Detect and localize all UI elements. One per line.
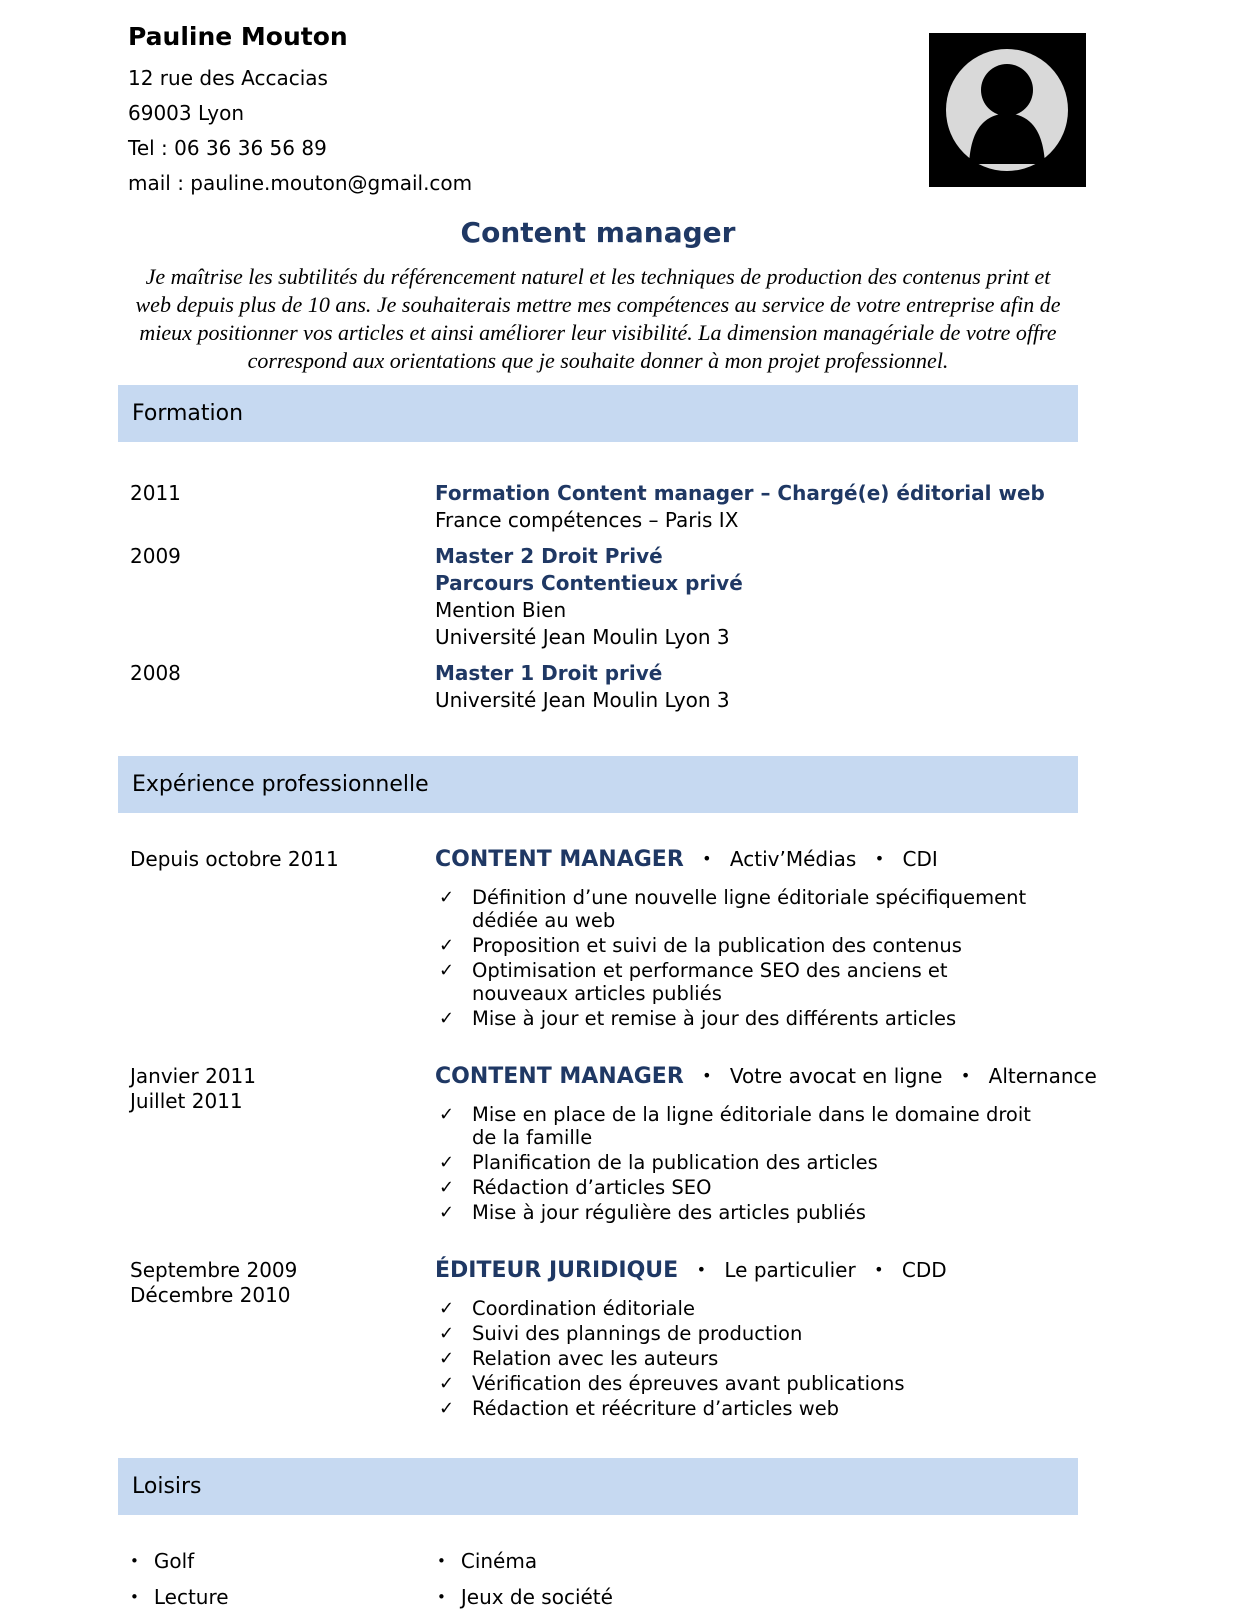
experience-date: Septembre 2009 [130, 1258, 298, 1282]
task-item [435, 1297, 1078, 1320]
checkmark-icon: ✓ [439, 1177, 455, 1198]
task-item [435, 1151, 1097, 1174]
contract-type: CDI [902, 847, 938, 871]
candidate-name: Pauline Mouton [128, 22, 348, 51]
experience-dates [118, 1258, 435, 1422]
checkmark-icon: ✓ [439, 1104, 455, 1125]
cv-content [118, 0, 1097, 1619]
task-item [435, 1322, 1078, 1345]
formation-detail: Université Jean Moulin Lyon 3 [435, 625, 730, 649]
formation-lines [435, 543, 1078, 651]
address-line-1: 12 rue des Accacias [128, 66, 328, 90]
task-item [435, 1201, 1097, 1224]
task-item [435, 1176, 1097, 1199]
experience-dates [118, 847, 435, 1032]
email-line: mail : pauline.mouton@gmail.com [128, 171, 473, 195]
task-item [435, 959, 1078, 1005]
formation-lines [435, 480, 1078, 534]
hobby-text: Cinéma [460, 1549, 538, 1573]
formation-title: Parcours Contentieux privé [435, 571, 743, 595]
hobby-text: Lecture [153, 1585, 229, 1609]
formation-entry [118, 543, 1078, 651]
job-role: CONTENT MANAGER [435, 847, 684, 872]
experience-entry [118, 1258, 1078, 1422]
task-text: Mise à jour et remise à jour des différents articles [472, 1007, 957, 1030]
job-role: CONTENT MANAGER [435, 1064, 684, 1089]
experience-body [435, 847, 1078, 1032]
section-header-formation: Formation [118, 385, 1078, 442]
bullet-icon: • [130, 1588, 139, 1606]
task-text: Proposition et suivi de la publication des contenus [472, 934, 962, 957]
bullet-icon: • [437, 1588, 446, 1606]
photo-placeholder [929, 33, 1086, 187]
formation-title: Master 1 Droit privé [435, 661, 663, 685]
formation-title: Formation Content manager – Chargé(e) éditorial web [435, 481, 1045, 505]
loisirs-list [118, 1547, 1078, 1619]
checkmark-icon: ✓ [439, 1373, 455, 1394]
hobby-item [437, 1583, 613, 1613]
formation-date: 2011 [130, 481, 181, 505]
task-text: Optimisation et performance SEO des anciens et nouveaux articles publiés [472, 959, 948, 1005]
loisirs-column-1 [118, 1547, 437, 1619]
experience-body [435, 1258, 1078, 1422]
hobby-item [437, 1547, 613, 1577]
bullet-separator-icon: • [702, 849, 712, 868]
bullet-separator-icon: • [874, 1260, 884, 1279]
section-header-loisirs: Loisirs [118, 1458, 1078, 1515]
task-text: Mise en place de la ligne éditoriale dans le domaine droit de la famille [472, 1103, 1031, 1149]
bullet-separator-icon: • [960, 1066, 971, 1085]
bullet-icon: • [437, 1552, 446, 1570]
company-name: Le particulier [724, 1258, 856, 1282]
task-text: Planification de la publication des articles [472, 1151, 878, 1174]
experience-title-line [435, 1064, 1097, 1090]
experience-date: Janvier 2011 [130, 1064, 257, 1088]
task-text: Mise à jour régulière des articles publiés [472, 1201, 866, 1224]
contract-type: Alternance [988, 1064, 1097, 1088]
formation-detail: Université Jean Moulin Lyon 3 [435, 688, 730, 712]
task-text: Rédaction et réécriture d’articles web [472, 1397, 840, 1420]
page-title: Content manager [460, 216, 736, 249]
task-text: Coordination éditoriale [472, 1297, 695, 1320]
header [118, 0, 1078, 201]
task-text: Rédaction d’articles SEO [472, 1176, 712, 1199]
task-text: Suivi des plannings de production [472, 1322, 803, 1345]
hobby-text: Jeux de société [460, 1585, 613, 1609]
task-text: Définition d’une nouvelle ligne éditoriale spécifiquement dédiée au web [472, 886, 1027, 932]
formation-lines [435, 660, 1078, 714]
task-item [435, 1397, 1078, 1420]
section-header-experience: Expérience professionnelle [118, 756, 1078, 813]
bullet-separator-icon: • [874, 849, 885, 868]
formation-date: 2008 [130, 661, 181, 685]
task-text: Relation avec les auteurs [472, 1347, 719, 1370]
checkmark-icon: ✓ [439, 1323, 455, 1344]
bullet-separator-icon: • [702, 1066, 712, 1085]
hobby-text: Golf [153, 1549, 195, 1573]
formation-list [118, 480, 1078, 714]
task-item [435, 1007, 1078, 1030]
formation-detail: Mention Bien [435, 598, 567, 622]
task-item [435, 886, 1078, 932]
task-list [435, 886, 1078, 1030]
bullet-icon: • [130, 1552, 139, 1570]
formation-entry [118, 480, 1078, 534]
company-name: Activ’Médias [729, 847, 857, 871]
task-list [435, 1103, 1097, 1224]
experience-entry [118, 847, 1078, 1032]
hobby-item [130, 1547, 437, 1577]
formation-date: 2009 [130, 544, 181, 568]
experience-title-line [435, 1258, 1078, 1284]
checkmark-icon: ✓ [439, 1202, 455, 1223]
checkmark-icon: ✓ [439, 887, 455, 908]
contract-type: CDD [901, 1258, 947, 1282]
job-role: ÉDITEUR JURIDIQUE [435, 1258, 679, 1283]
formation-entry [118, 660, 1078, 714]
bullet-separator-icon: • [696, 1260, 706, 1279]
checkmark-icon: ✓ [439, 1152, 455, 1173]
checkmark-icon: ✓ [439, 935, 455, 956]
experience-body [435, 1064, 1097, 1226]
company-name: Votre avocat en ligne [729, 1064, 943, 1088]
experience-date: Juillet 2011 [130, 1089, 243, 1113]
person-icon [929, 33, 1086, 187]
checkmark-icon: ✓ [439, 960, 455, 981]
task-item [435, 1103, 1097, 1149]
phone-line: Tel : 06 36 36 56 89 [128, 136, 327, 160]
formation-detail: France compétences – Paris IX [435, 508, 739, 532]
task-text: Vérification des épreuves avant publications [472, 1372, 905, 1395]
task-list [435, 1297, 1078, 1420]
experience-list [118, 847, 1097, 1422]
experience-date: Depuis octobre 2011 [130, 847, 339, 871]
checkmark-icon: ✓ [439, 1298, 455, 1319]
experience-dates [118, 1064, 435, 1226]
experience-entry [118, 1064, 1097, 1226]
task-item [435, 934, 1078, 957]
hobby-item [130, 1583, 437, 1613]
task-item [435, 1347, 1078, 1370]
checkmark-icon: ✓ [439, 1398, 455, 1419]
profile-summary: Je maîtrise les subtilités du référencement naturel et les techniques de production des contenus print et web depuis plus de 10 ans. Je souhaiterais mettre mes compétences au service de votre entreprise afin de mieux positionner vos articles et ainsi améliorer leur visibilité. La dimension managériale de votre offre correspond aux orientations que je souhaite donner à mon projet professionnel. [135, 264, 1061, 373]
checkmark-icon: ✓ [439, 1348, 455, 1369]
address-line-2: 69003 Lyon [128, 101, 245, 125]
experience-date: Décembre 2010 [130, 1283, 291, 1307]
loisirs-column-2 [437, 1547, 613, 1619]
checkmark-icon: ✓ [439, 1008, 455, 1029]
task-item [435, 1372, 1078, 1395]
formation-title: Master 2 Droit Privé [435, 544, 663, 568]
experience-title-line [435, 847, 1078, 873]
